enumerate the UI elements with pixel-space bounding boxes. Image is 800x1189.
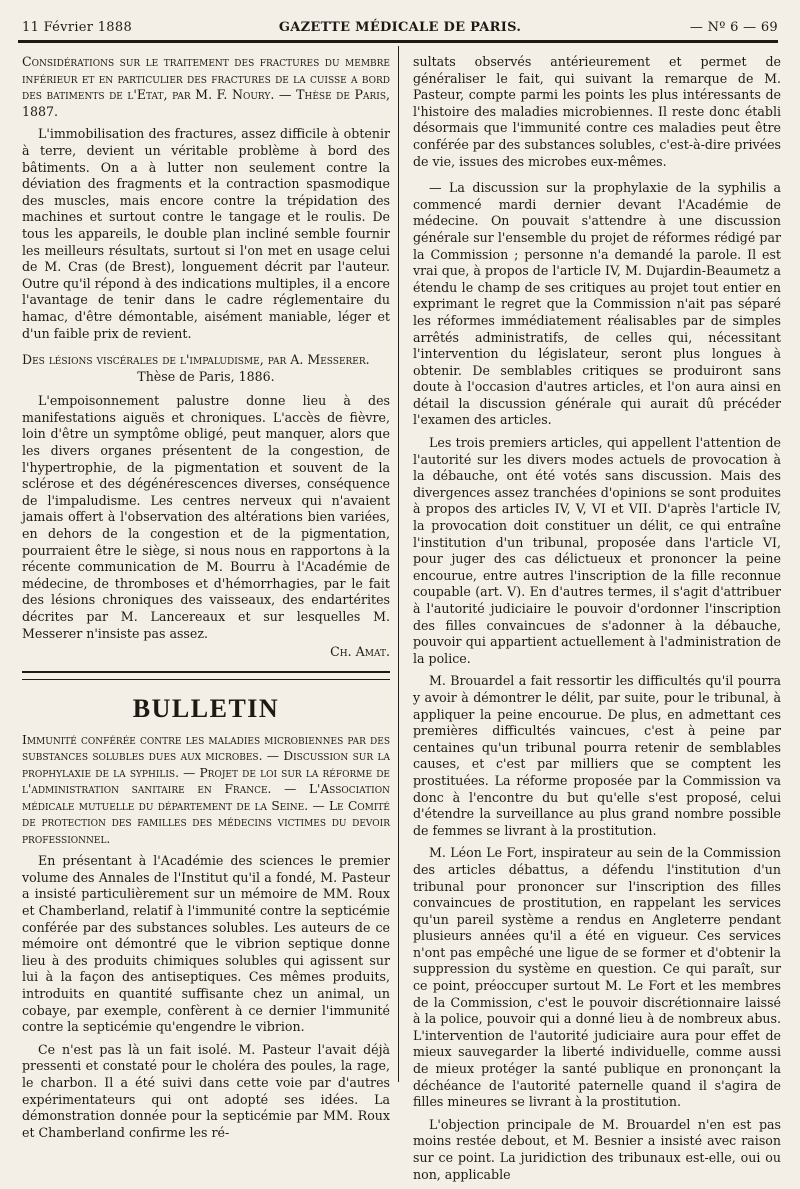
right-paragraph-1: sultats observés antérieurement et permet de généraliser le fait, qui suivant la remarque de M. Pasteur, compte parmi les points les plus intéressants de l'histoire des maladies microbiennes. Il reste donc établi désormais que l'immunité contre ces maladies peut être conférée par des substances solubles, c'est-à-dire privées de vie, issues des microbes eux-mêmes.	[413, 54, 781, 169]
column-divider	[398, 46, 399, 1082]
bulletin-summary: Immunité conférée contre les maladies microbiennes par des substances solubles dues aux microbes. — Discussion sur la prophylaxie de la syphilis. — Projet de loi sur la réforme de l'administration sanitaire en France. — L'Association médicale mutuelle du département de la Seine. — Le Comité de protection des familles des médecins victimes du devoir professionnel.	[22, 732, 390, 846]
review1-body: L'immobilisation des fractures, assez difficile à obtenir à terre, devient un véritable problème à bord des bâtiments. On a à lutter non seulement contre la déviation des fragments et la contraction spasmodique des muscles, mais encore contre la trépidation des machines et surtout contre le tangage et le roulis. De tous les appareils, le double plan incliné semble fournir les meilleurs résultats, surtout si l'on met en usage celui de M. Cras (de Brest), longuement décrit par l'auteur. Outre qu'il répond à des indications multiples, il a encore l'avantage de tenir dans le cadre réglementaire du hamac, d'être démontable, aisément maniable, léger et d'un faible prix de revient.	[22, 126, 390, 341]
bulletin-paragraph-2: Ce n'est pas là un fait isolé. M. Pasteur l'avait déjà pressenti et constaté pour le choléra des poules, la rage, le charbon. Il a été suivi dans cette voie par d'autres expérimentateurs qui ont adopté ses idées. La démonstration donnée pour la septicémie par MM. Roux et Chamberland confirme les ré-	[22, 1041, 390, 1140]
review2-title: Des lésions viscérales de l'impaludisme, par A. Messerer.	[22, 352, 370, 368]
header-rule	[18, 40, 778, 43]
header-issue-page: — Nº 6 — 69	[689, 20, 778, 35]
left-column	[22, 54, 390, 1147]
right-paragraph-2: — La discussion sur la prophylaxie de la syphilis a commencé mardi dernier devant l'Académie de médecine. On pouvait s'attendre à une discussion générale sur l'ensemble du projet de réformes rédigé par la Commission ; personne n'a demandé la parole. Il est vrai que, à propos de l'article IV, M. Dujardin-Beaumetz a étendu le champ de ses critiques au projet tout entier en exprimant le regret que la Commission n'ait pas séparé les réformes immédiatement réalisables par de simples arrêtés administratifs, de celles qui, nécessitant l'intervention du législateur, seront plus longues à obtenir. De semblables critiques se produiront sans doute à l'occasion d'autres articles, et l'on aura ainsi en détail la discussion générale qui aurait dû précéder l'examen des articles.	[413, 180, 781, 428]
page-header	[22, 16, 778, 40]
section-rule	[22, 671, 390, 680]
right-paragraph-4: M. Brouardel a fait ressortir les difficultés qu'il pourra y avoir à démontrer le délit, par suite, pour le tribunal, à appliquer la peine encourue. De plus, en admettant ces premières difficultés vaincues, c'est à peine par centaines qu'un tribunal pourra retenir de semblables causes, et c'est par milliers que se comptent les prostituées. La réforme proposée par la Commission va donc à l'encontre du but qu'elle s'est proposé, celui d'étendre la surveillance au plus grand nombre possible de femmes se livrant à la prostitution.	[413, 673, 781, 838]
right-paragraph-6: L'objection principale de M. Brouardel n'en est pas moins restée debout, et M. Besnier a insisté avec raison sur ce point. La juridiction des tribunaux est-elle, oui ou non, applicable	[413, 1116, 781, 1182]
right-paragraph-5: M. Léon Le Fort, inspirateur au sein de la Commission des articles débattus, a défendu l'institution d'un tribunal pour prononcer sur l'inscription des filles convaincues de prostitution, en rappelant les services qu'un pareil système a rendus en Angleterre pendant plusieurs années qu'il a été en vigueur. Ces services n'ont pas empêché une ligue de se former et d'obtenir la suppression du système en question. Ce qui paraît, sur ce point, préoccuper surtout M. Le Fort et les membres de la Commission, c'est le pouvoir discrétionnaire laissé à la police, pouvoir qui a donné lieu à de nombreux abus. L'intervention de l'autorité judiciaire aura pour effet de mieux sauvegarder la liberté individuelle, comme aussi de mieux protéger la santé publique en prononçant la déchéance de l'autorité paternelle quand il s'agira de filles mineures se livrant à la prostitution.	[413, 845, 781, 1110]
right-paragraph-3: Les trois premiers articles, qui appellent l'attention de l'autorité sur les divers modes actuels de provocation à la débauche, ont été votés sans discussion. Mais des divergences assez tranchées d'opinions se sont produites à propos des articles IV, V, VI et VII. D'après l'article IV, la provocation doit constituer un délit, ce qui entraîne l'institution d'un tribunal, proposée dans l'article VI, pour juger des cas délictueux et prononcer la peine encourue, entre autres l'inscription de la fille reconnue coupable (art. V). En d'autres termes, il s'agit d'attribuer à l'autorité judiciaire le pouvoir d'ordonner l'inscription des filles convaincues de s'adonner à la débauche, pouvoir qui appartient actuellement à l'administration de la police.	[413, 435, 781, 666]
right-column	[413, 54, 781, 1189]
review2-body: L'empoisonnement palustre donne lieu à des manifestations aiguës et chroniques. L'accès de fièvre, loin d'être un symptôme obligé, peut manquer, alors que les divers organes présentent de la congestion, de l'hypertrophie, de la pigmentation et souvent de la sclérose et des dégénérescences diverses, conséquence de l'impaludisme. Les centres nerveux qui n'avaient jamais offert à l'observation des altérations bien variées, en dehors de la congestion et de la pigmentation, pourraient être le siège, si nous nous en rapportons à la récente communication de M. Bourru à l'Académie de médecine, de thromboses et d'hémorrhagies, par le fait des lésions chroniques des vaisseaux, des endartérites décrites par M. Lancereaux et sur lesquelles M. Messerer n'insiste pas assez.	[22, 393, 390, 641]
review1-title: Considérations sur le traitement des fractures du membre inférieur et en particulier des fractures de la cuisse a bord des batiments de l'Etat, par M. F. Noury. — Thèse de Paris, 1887.	[22, 54, 390, 119]
review2-signature: Ch. Amat.	[330, 644, 390, 660]
header-date: 11 Février 1888	[22, 20, 133, 35]
bulletin-paragraph-1: En présentant à l'Académie des sciences le premier volume des Annales de l'Institut qu'il a fondé, M. Pasteur a insisté particulièrement sur un mémoire de MM. Roux et Chamberland, relatif à l'immunité contre la septicémie conférée par des substances solubles. Les auteurs de ce mémoire ont démontré que le vibrion septique donne lieu à des produits chimiques solubles qui agissent sur lui à la façon des antiseptiques. Ces mêmes produits, introduits en quantité suffisante chez un animal, un cobaye, par exemple, confèrent à ce dernier l'immunité contre la septicémie qu'engendre le vibrion.	[22, 853, 390, 1035]
bulletin-title: BULLETIN	[132, 693, 280, 723]
review2-subtitle: Thèse de Paris, 1886.	[137, 368, 275, 384]
header-journal-title: GAZETTE MÉDICALE DE PARIS.	[278, 20, 522, 35]
